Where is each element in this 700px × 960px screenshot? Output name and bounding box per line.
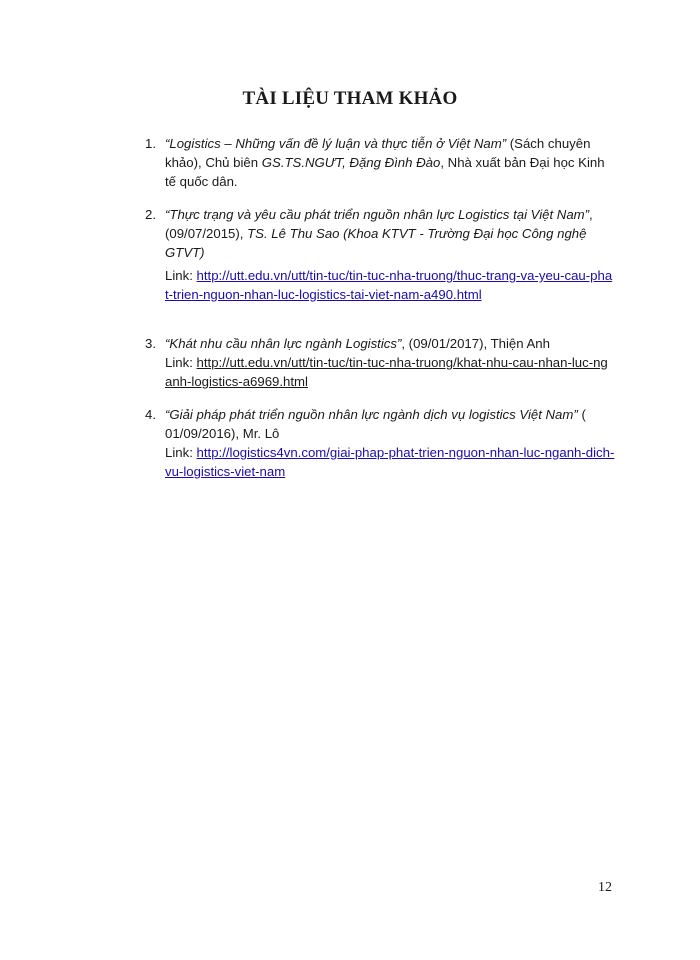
reference-publisher: , Nhà xuất bản Đại học Kinh tế quốc dân.	[165, 155, 605, 189]
reference-date: ( 01/09/2016),	[165, 407, 586, 441]
reference-title: “Khát nhu cầu nhân lực ngành Logistics”	[165, 336, 402, 351]
reference-author: Mr. Lô	[242, 426, 280, 441]
reference-number: 3.	[145, 336, 156, 351]
reference-number: 2.	[145, 207, 156, 222]
reference-authors: GS.TS.NGƯT, Đặng Đình Đào	[261, 155, 441, 170]
reference-link[interactable]: http://utt.edu.vn/utt/tin-tuc/tin-tuc-nha-truong/thuc-trang-va-yeu-cau-phat-trien-nguon-nhan-luc-logistics-tai-viet-nam-a490.html	[165, 268, 613, 302]
reference-note: (Sách chuyên khảo), Chủ biên	[165, 136, 591, 170]
link-label: Link:	[165, 355, 197, 370]
reference-link[interactable]: http://logistics4vn.com/giai-phap-phat-trien-nguon-nhan-luc-nganh-dich-vu-logistics-viet-nam	[165, 445, 615, 479]
reference-author: Thiện Anh	[490, 336, 550, 351]
link-label: Link:	[165, 268, 197, 283]
reference-link[interactable]: http://utt.edu.vn/utt/tin-tuc/tin-tuc-nha-truong/khat-nhu-cau-nhan-luc-nganh-logistics-a6969.html	[165, 355, 608, 389]
link-label: Link:	[165, 445, 197, 460]
reference-date: , (09/07/2015),	[165, 207, 593, 241]
reference-item-4	[145, 405, 615, 481]
reference-title: “Giải pháp phát triển nguồn nhân lực ngành dịch vụ logistics Việt Nam”	[165, 407, 578, 422]
reference-number: 4.	[145, 407, 156, 422]
page-number: 12	[598, 880, 612, 895]
reference-link-line	[165, 443, 615, 481]
reference-title: “Logistics – Những vấn đề lý luận và thực tiễn ở Việt Nam”	[165, 136, 507, 151]
reference-date: , (09/01/2017),	[401, 336, 491, 351]
page-title: TÀI LIỆU THAM KHẢO	[242, 88, 458, 109]
reference-link-line	[165, 266, 615, 304]
reference-item-3	[145, 334, 615, 391]
reference-number: 1.	[145, 136, 156, 151]
reference-item-2	[145, 205, 615, 304]
reference-author: TS. Lê Thu Sao (Khoa KTVT - Trường Đại học Công nghệ GTVT)	[165, 226, 587, 260]
reference-list	[145, 134, 615, 481]
reference-link-line	[165, 353, 615, 391]
reference-title: “Thực trạng và yêu cầu phát triển nguồn nhân lực Logistics tại Việt Nam”	[165, 207, 590, 222]
reference-item-1	[145, 134, 615, 191]
